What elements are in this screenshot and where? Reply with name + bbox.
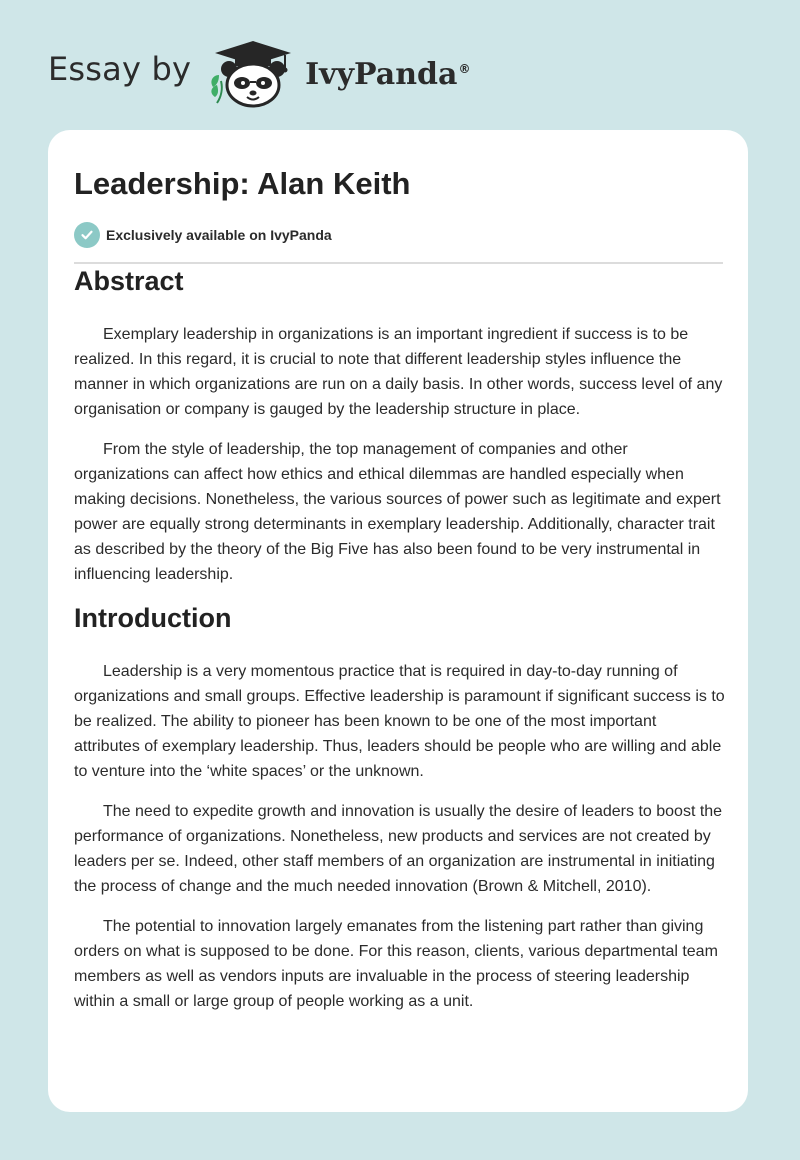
registered-mark: ® [458,61,471,76]
paragraph: From the style of leadership, the top management of companies and other organizations can affect how ethics and ethical dilemmas are handled especially when making decisions. Nonetheless, the various sources of power such as legitimate and expert power are equally strong determinants in exemplary leadership. Additionally, character trait as described by the theory of the Big Five has also been found to be very instrumental in influencing leadership. [74,441,721,583]
introduction-heading: Introduction [74,603,232,633]
paragraph: Leadership is a very momentous practice that is required in day-to-day running of organizations and small groups. Effective leadership is paramount if significant success is to be realized. The ability to pioneer has been known to be one of the most important attributes of exemplary leadership. Thus, leaders should be people who are willing and able to venture into the ‘white spaces’ or the unknown. [74,663,725,780]
brand-prefix: Essay by [48,50,192,88]
paragraph: The potential to innovation largely emanates from the listening part rather than giving orders on what is supposed to be done. For this reason, clients, various departmental team members as well as vendors inputs are invaluable in the process of steering leadership within a small or large group of people working as a unit. [74,918,718,1010]
essay-card [48,130,748,1112]
check-circle-icon [74,222,100,248]
essay-title: Leadership: Alan Keith [74,166,411,201]
brand-name [305,57,470,92]
brand-name-text: IvyPanda [305,56,458,92]
exclusive-badge [74,222,722,248]
abstract-heading: Abstract [74,266,184,296]
panda-graduate-logo-icon [205,37,301,109]
site-brand[interactable] [48,38,470,108]
paragraph: Exemplary leadership in organizations is an important ingredient if success is to be realized. In this regard, it is crucial to note that different leadership styles influence the manner in which organizations are run on a daily basis. In other words, success level of any organisation or company is gauged by the leadership structure in place. [74,326,723,418]
exclusive-badge-text: Exclusively available on IvyPanda [106,227,332,243]
paragraph: The need to expedite growth and innovation is usually the desire of leaders to boost the performance of organizations. Nonetheless, new products and services are not created by leaders per se. Indeed, other staff members of an organization are instrumental in initiating the process of change and the much needed innovation (Brown & Mitchell, 2010). [74,803,723,895]
